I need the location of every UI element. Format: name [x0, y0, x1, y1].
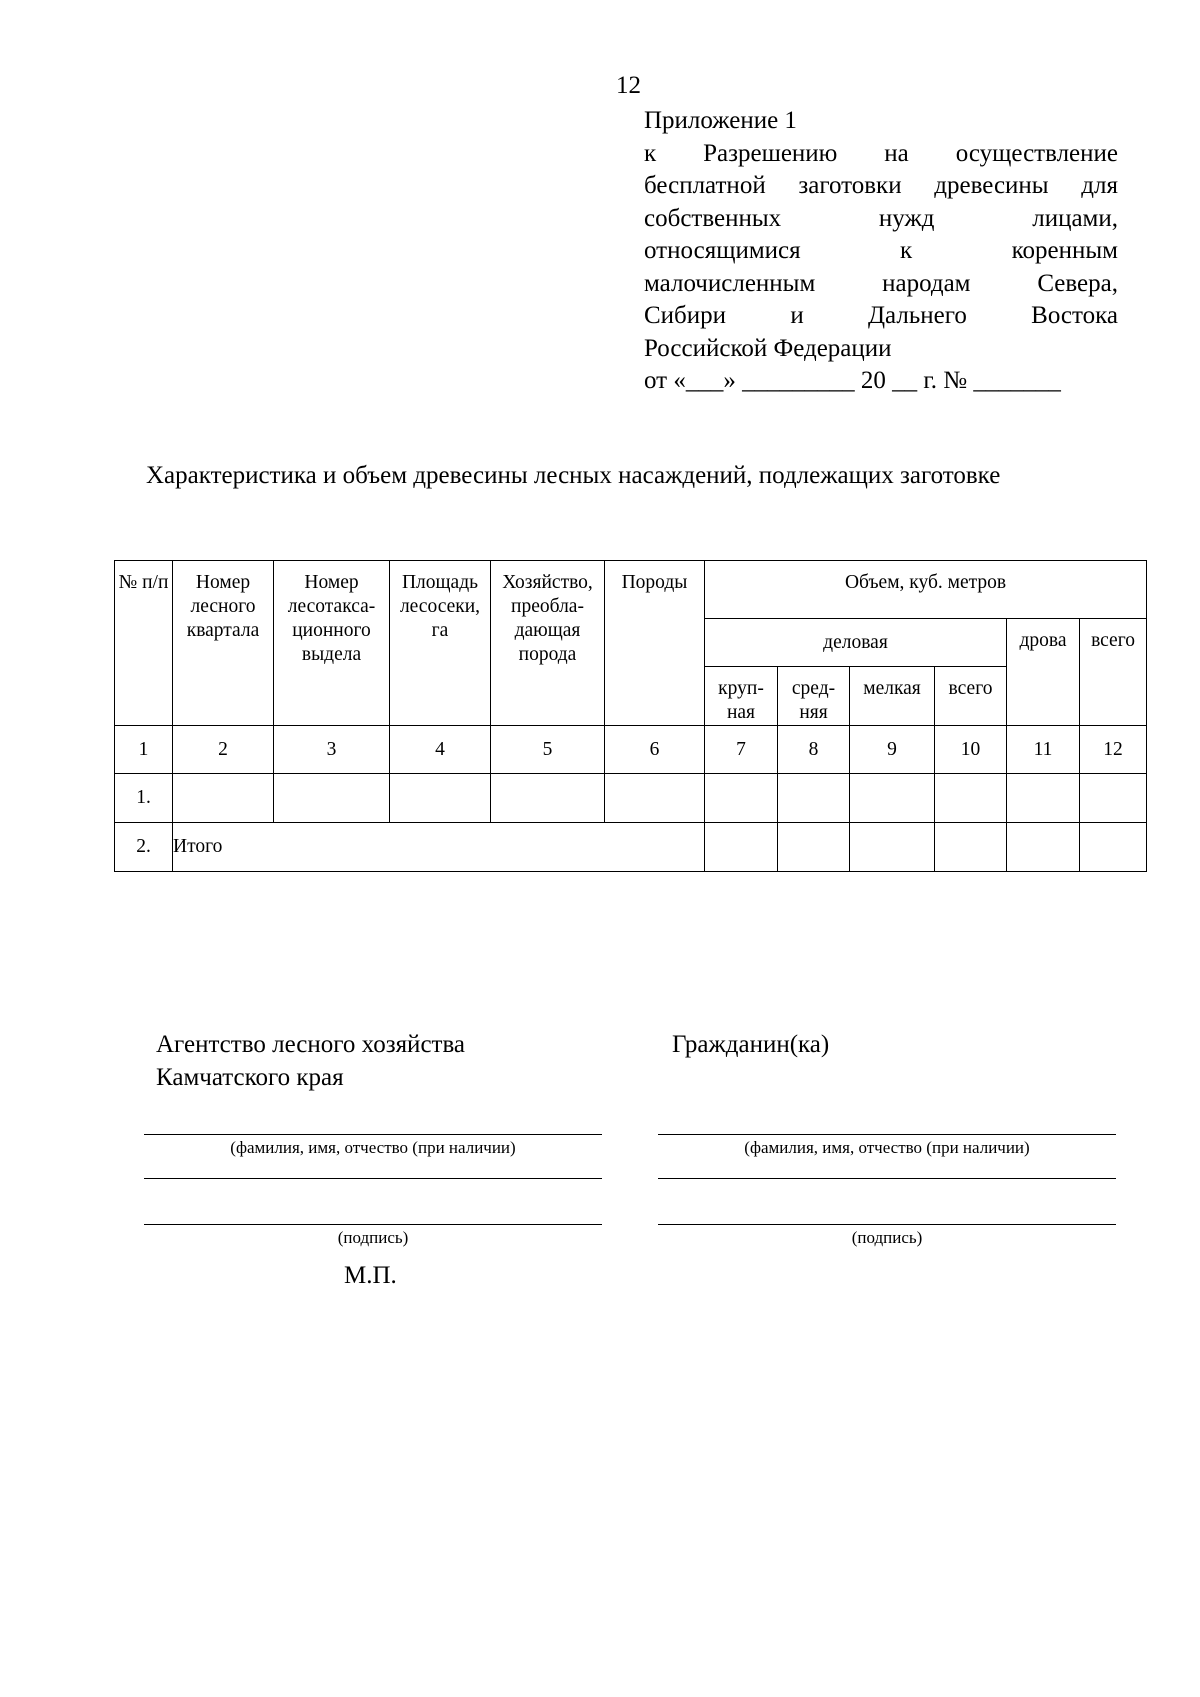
agency-name-caption: (фамилия, имя, отчество (при наличии) — [230, 1138, 516, 1157]
appendix-title: Приложение 1 — [644, 107, 797, 134]
header-economy: Хозяйство, преобла-дающая порода — [491, 561, 605, 726]
table-cell — [1080, 774, 1147, 823]
column-number: 9 — [850, 726, 935, 774]
table-cell — [705, 823, 778, 872]
citizen-name-line — [658, 1134, 1116, 1135]
table-cell — [778, 774, 850, 823]
table-cell — [778, 823, 850, 872]
citizen-label: Гражданин(ка) — [672, 1031, 830, 1058]
citizen-name-line-2 — [658, 1178, 1116, 1179]
table-cell — [274, 774, 390, 823]
header-small: мелкая — [850, 667, 935, 726]
header-species: Породы — [605, 561, 705, 726]
appendix-line: бесплатной заготовки древесины для — [644, 172, 1118, 199]
appendix-line: малочисленным народам Севера, — [644, 269, 1118, 297]
agency-name-line-2 — [144, 1178, 602, 1179]
page-number: 12 — [616, 72, 641, 99]
total-label: Итого — [173, 823, 705, 872]
column-number: 12 — [1080, 726, 1147, 774]
column-number: 1 — [115, 726, 173, 774]
appendix-line: Российской Федерации — [644, 334, 892, 362]
column-number: 7 — [705, 726, 778, 774]
header-medium: сред-няя — [778, 667, 850, 726]
agency-signature-line — [144, 1224, 602, 1225]
column-number: 8 — [778, 726, 850, 774]
table-cell — [1007, 774, 1080, 823]
column-number: 5 — [491, 726, 605, 774]
column-number: 2 — [173, 726, 274, 774]
column-number: 6 — [605, 726, 705, 774]
header-quarter: Номер лесного квартала — [173, 561, 274, 726]
table-cell — [491, 774, 605, 823]
appendix-line: Сибири и Дальнего Востока — [644, 302, 1118, 329]
column-number: 10 — [935, 726, 1007, 774]
agency-name-line — [144, 1134, 602, 1135]
table-cell — [390, 774, 491, 823]
column-number: 11 — [1007, 726, 1080, 774]
column-number: 3 — [274, 726, 390, 774]
document-title: Характеристика и объем древесины лесных насаждений, подлежащих заготовке — [146, 462, 1001, 489]
header-volume: Объем, куб. метров — [705, 561, 1147, 619]
agency-signature-caption: (подпись) — [337, 1228, 409, 1247]
citizen-name-caption: (фамилия, имя, отчество (при наличии) — [744, 1138, 1030, 1157]
header-allotment: Номер лесотакса-ционного выдела — [274, 561, 390, 726]
agency-name: Агентство лесного хозяйства Камчатского края — [156, 1031, 466, 1091]
column-number: 4 — [390, 726, 491, 774]
appendix-line: к Разрешению на осуществление — [644, 139, 1118, 167]
table-cell — [173, 774, 274, 823]
header-business-total: всего — [935, 667, 1007, 726]
stamp-placeholder: М.П. — [344, 1262, 397, 1289]
header-num: № п/п — [115, 561, 173, 726]
table-row — [115, 774, 1147, 823]
header-total: всего — [1080, 619, 1147, 726]
appendix-line: собственных нужд лицами, — [644, 204, 1118, 232]
appendix-block — [644, 105, 1118, 398]
table-cell — [1007, 823, 1080, 872]
header-large: круп-ная — [705, 667, 778, 726]
appendix-line: относящимися к коренным — [644, 237, 1118, 264]
table-cell — [705, 774, 778, 823]
row-number: 1. — [115, 774, 173, 823]
volume-table — [114, 560, 1147, 872]
header-area: Площадь лесосеки, га — [390, 561, 491, 726]
table-cell — [850, 774, 935, 823]
table-cell — [1080, 823, 1147, 872]
appendix-date-line: от «___» _________ 20 __ г. № _______ — [644, 367, 1061, 394]
header-business: деловая — [705, 619, 1007, 667]
table-cell — [935, 774, 1007, 823]
table-cell — [850, 823, 935, 872]
table-cell — [935, 823, 1007, 872]
table-row-total — [115, 823, 1147, 872]
header-firewood: дрова — [1007, 619, 1080, 726]
table-cell — [605, 774, 705, 823]
citizen-signature-line — [658, 1224, 1116, 1225]
citizen-signature-caption: (подпись) — [851, 1228, 923, 1247]
row-number: 2. — [115, 823, 173, 872]
